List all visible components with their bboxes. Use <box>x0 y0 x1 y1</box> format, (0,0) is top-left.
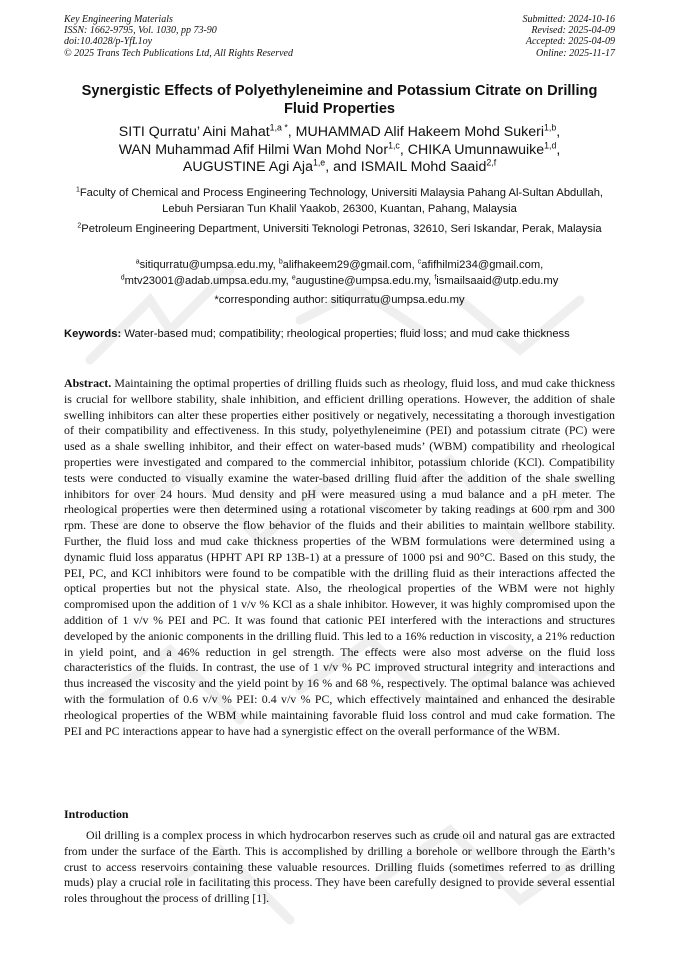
introduction-paragraph: Oil drilling is a complex process in which hydrocarbon reserves such as crude oil and natural gas are extracted from under the surface of the Earth. This is accomplished by drilling a borehole or wellbore through the Earth’s crust to access reservoirs containing these valuable resources. Drilling fluids (sometimes referred to as drilling muds) play a crucial role in facilitating this process. They have been carefully designed to provide several essential roles throughout the process of drilling [1]. <box>64 828 615 906</box>
abstract <box>64 376 615 739</box>
author: CHIKA Umunnawuike$^{1,d}$, <box>407 139 561 158</box>
journal-copyright: © 2025 Trans Tech Publications Ltd, All Rights Reserved <box>64 47 293 59</box>
journal-info <box>64 14 293 59</box>
affiliation-2: $^2$Petroleum Engineering Department, Universiti Teknologi Petronas, 32610, Seri Iskandar, Perak, Malaysia <box>77 222 602 235</box>
author-list <box>64 124 615 177</box>
section-heading-introduction: Introduction <box>64 807 129 821</box>
keywords <box>64 327 615 342</box>
paper-title: Synergistic Effects of Polyethyleneimine and Potassium Citrate on Drilling Fluid Properties <box>81 83 598 117</box>
author: WAN Muhammad Afif Hilmi Wan Mohd Nor$^{1,c}$, <box>118 139 408 158</box>
author: SITI Qurratu’ Aini Mahat$^{1,a *}$, <box>118 122 296 140</box>
keywords-text: Water-based mud; compatibility; rheological properties; fluid loss; and mud cake thickness <box>124 328 570 340</box>
affiliation-1: $^1$Faculty of Chemical and Process Engineering Technology, Universiti Malaysia Pahang Al-Sultan Abdullah, Lebuh Persiaran Tun Khalil Yaakob, 26300, Kuantan, Pahang, Malaysia <box>75 186 604 215</box>
email-link[interactable]: $^d$mtv23001@adab.umpsa.edu.my <box>120 273 286 287</box>
date-submitted: Submitted: 2024-10-16 <box>522 14 615 25</box>
email-link[interactable]: $^a$sitiqurratu@umpsa.edu.my <box>135 258 273 271</box>
date-accepted: Accepted: 2025-04-09 <box>525 36 615 48</box>
email-link[interactable]: $^b$alifhakeem29@gmail.com <box>278 258 412 271</box>
date-revised: Revised: 2025-04-09 <box>531 25 615 37</box>
journal-issn: ISSN: 1662-9795, Vol. 1030, pp 73-90 <box>64 25 217 37</box>
email-link[interactable]: $^c$afifhilmi234@gmail.com <box>417 258 541 271</box>
journal-name: Key Engineering Materials <box>64 14 173 25</box>
email-link[interactable]: $^e$augustine@umpsa.edu.my <box>291 273 429 287</box>
article-dates <box>523 14 616 59</box>
author: MUHAMMAD Alif Hakeem Mohd Sukeri$^{1,b}$, <box>295 122 561 140</box>
author: ISMAIL Mohd Saaid$^{2,f}$ <box>360 157 497 175</box>
corresponding-author: *corresponding author: sitiqurratu@umpsa.edu.my <box>214 294 465 306</box>
email-list: $^a$sitiqurratu@umpsa.edu.my, $^b$alifhakeem29@gmail.com, $^c$afifhilmi234@gmail.com, $^d$mtv23001@adab.umpsa.edu.my, $^e$augustine@umpsa.edu.my, $^f$ismailsaaid@utp.edu.my <box>120 258 559 287</box>
abstract-text: Maintaining the optimal properties of drilling fluids such as rheology, fluid loss, and mud cake thickness is crucial for wellbore stability, shale inhibition, and efficient drilling operations. However, the addition of shale swelling inhibitors can alter these properties either positively or negatively, necessitating a thorough investigation of their compatibility and effectiveness. In this study, polyethyleneimine (PEI) and potassium citrate (PC) were used as a shale swelling inhibitor, and their effect on water-based muds’ (WBM) compatibility and rheological properties were investigated and compared to the commercial inhibitor, potassium chloride (KCl). Compatibility tests were conducted to visually examine the water-based drilling fluid after the addition of the shale swelling inhibitors for over 24 hours. Mud density and pH were measured using a mud balance and a pH meter. The rheological properties were then determined using a rotational viscometer by taking readings at 600 rpm and 300 rpm. These are done to observe the flow behavior of the fluids and their abilities to maintain wellbore stability. Further, the fluid loss and mud cake thickness properties of the WBM formulations were determined using a dynamic fluid loss apparatus (HPHT API RP 13B-1) at a pressure of 1000 psi and 90°C. Based on this study, the PEI, PC, and KCl inhibitors were found to be compatible with the drilling fluid as their interactions affected the optical properties but not the physical state. Also, the rheological properties of the WBM were not highly compromised upon the addition of 1 v/v % KCl as a shale inhibitor. However, it was highly compromised upon the addition of 1 v/v % PEI and PC. It was found that cationic PEI interfered with the interactions and structures developed by the anionic components in the drilling fluid. This led to a 16% reduction in viscosity, a 21% reduction in yield point, and a 46% reduction in gel strength. The effects were also most adverse on the fluid loss characteristics of the fluids. In contrast, the use of 1 v/v % PC improved structural integrity and interactions and thus increased the viscosity and the yield point by 16 % and 68 %, respectively. The optimal balance was achieved with the formulation of 0.6 v/v % PEI: 0.4 v/v % PC, which effectively maintained and enhanced the desirable rheological properties of the WBM while maintaining favorable fluid loss control and mud cake formation. The PEI and PC interactions appear to have had a synergistic effect on the overall performance of the WBM. <box>64 376 615 738</box>
abstract-label: Abstract. <box>64 376 112 390</box>
keywords-label: Keywords: <box>64 328 122 340</box>
author: AUGUSTINE Agi Aja$^{1,e}$, and <box>182 157 361 175</box>
journal-doi: doi:10.4028/p-YfL1oy <box>64 36 153 48</box>
email-link[interactable]: $^f$ismailsaaid@utp.edu.my <box>434 273 559 287</box>
date-online: Online: 2025-11-17 <box>536 47 615 59</box>
